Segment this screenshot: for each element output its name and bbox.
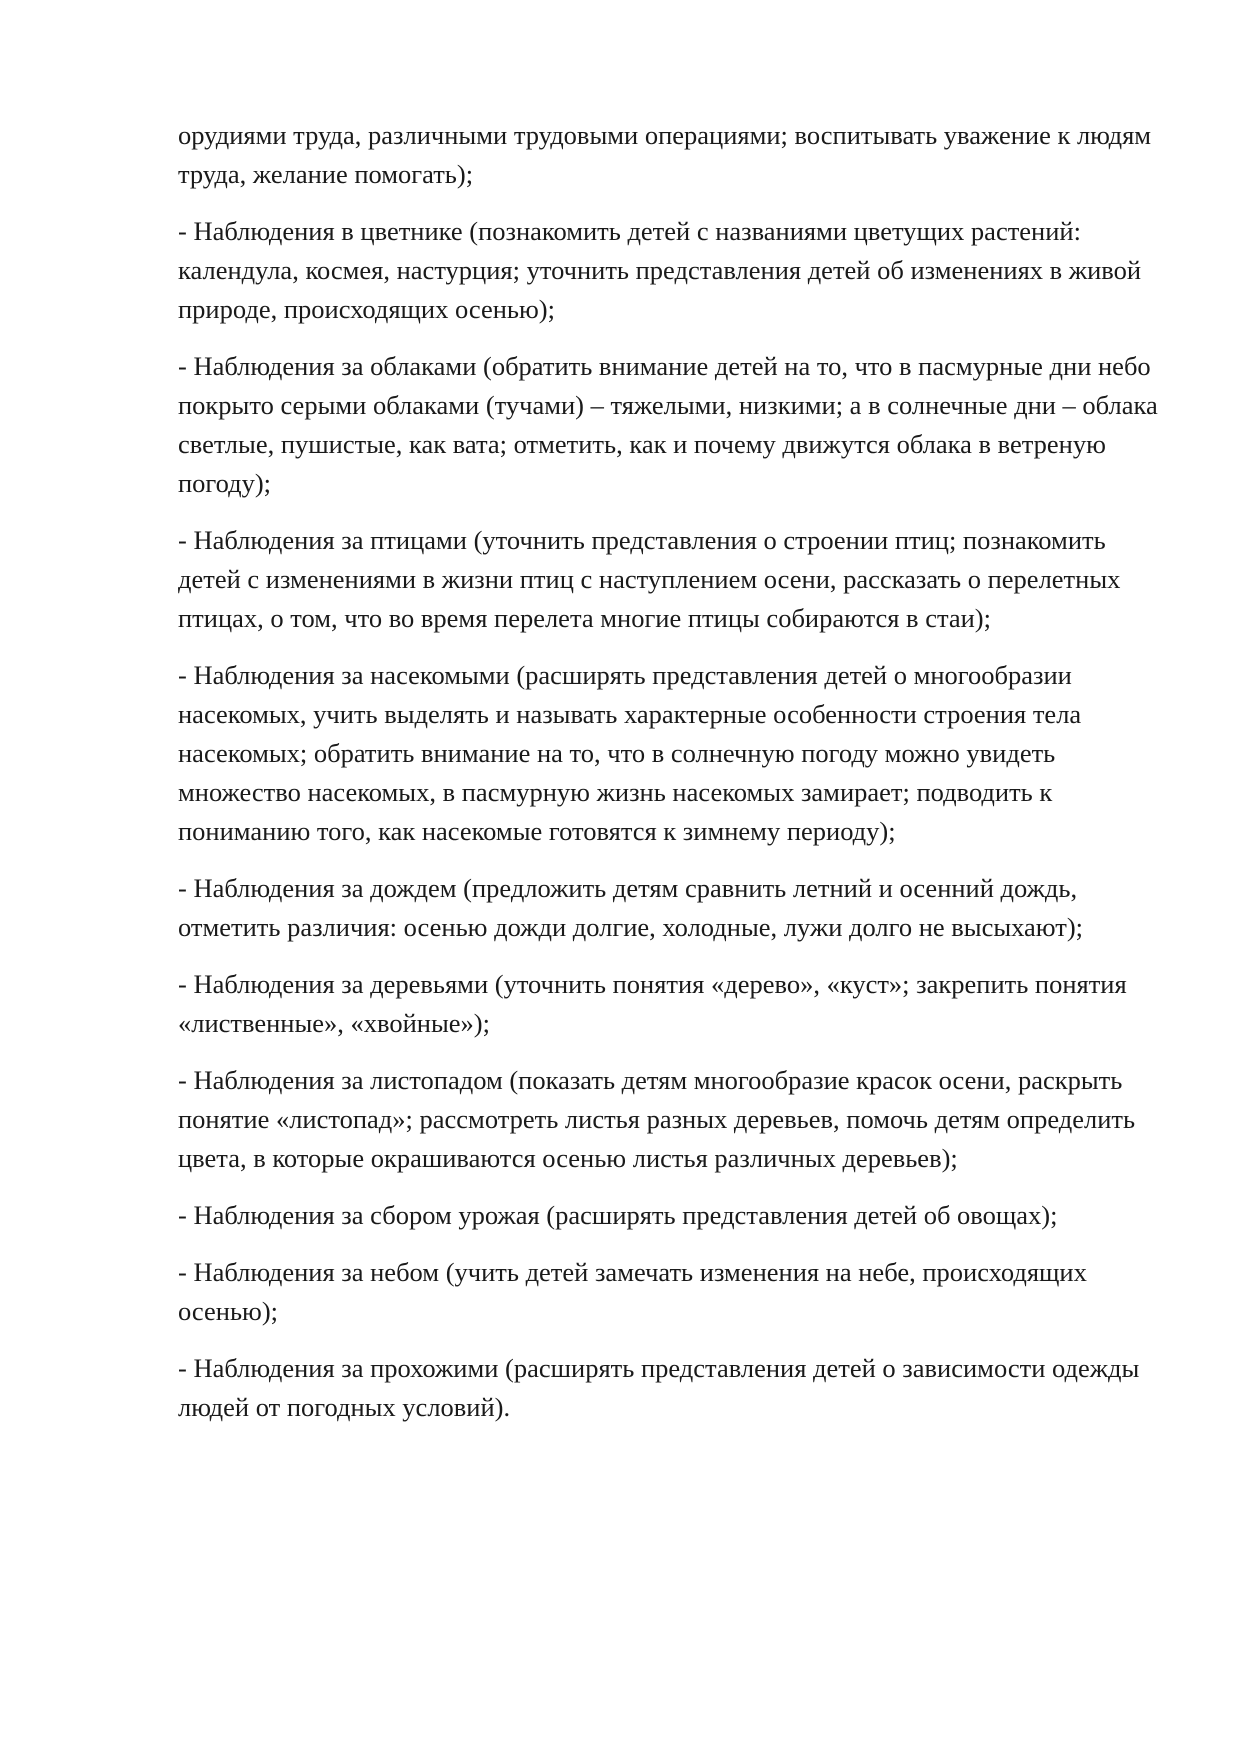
paragraph-leaf-fall: - Наблюдения за листопадом (показать детям многообразие красок осени, раскрыть понятие «листопад»; рассмотреть листья разных деревьев, помочь детям определить цвета, в которые окрашиваются осенью листья различных деревьев); (178, 1065, 1136, 1173)
paragraph-clouds: - Наблюдения за облаками (обратить внимание детей на то, что в пасмурные дни небо покрыто серыми облаками (тучами) – тяжелыми, низкими; а в солнечные дни – облака светлые, пушистые, как вата; отметить, как и почему движутся облака в ветреную погоду); (178, 351, 1158, 498)
document-body (178, 116, 1160, 1445)
paragraph-trees: - Наблюдения за деревьями (уточнить понятия «дерево», «куст»; закрепить понятия «лиственные», «хвойные»); (178, 969, 1127, 1038)
paragraph-passersby: - Наблюдения за прохожими (расширять представления детей о зависимости одежды людей от погодных условий). (178, 1353, 1140, 1422)
paragraph-harvest: - Наблюдения за сбором урожая (расширять представления детей об овощах); (178, 1200, 1058, 1230)
paragraph-sky: - Наблюдения за небом (учить детей замечать изменения на небе, происходящих осенью); (178, 1257, 1087, 1326)
paragraph-birds: - Наблюдения за птицами (уточнить представления о строении птиц; познакомить детей с изменениями в жизни птиц с наступлением осени, рассказать о перелетных птицах, о том, что во время перелета многие птицы собираются в стаи); (178, 525, 1121, 633)
paragraph-flower-garden: - Наблюдения в цветнике (познакомить детей с названиями цветущих растений: календула, космея, настурция; уточнить представления детей об изменениях в живой природе, происходящих осенью); (178, 216, 1142, 324)
paragraph-rain: - Наблюдения за дождем (предложить детям сравнить летний и осенний дождь, отметить различия: осенью дожди долгие, холодные, лужи долго не высыхают); (178, 873, 1084, 942)
paragraph-insects: - Наблюдения за насекомыми (расширять представления детей о многообразии насекомых, учить выделять и называть характерные особенности строения тела насекомых; обратить внимание на то, что в солнечную погоду можно увидеть множество насекомых, в пасмурную жизнь насекомых замирает; подводить к пониманию того, как насекомые готовятся к зимнему периоду); (178, 660, 1082, 846)
paragraph-labor-tools: орудиями труда, различными трудовыми операциями; воспитывать уважение к людям труда, желание помогать); (178, 120, 1152, 189)
